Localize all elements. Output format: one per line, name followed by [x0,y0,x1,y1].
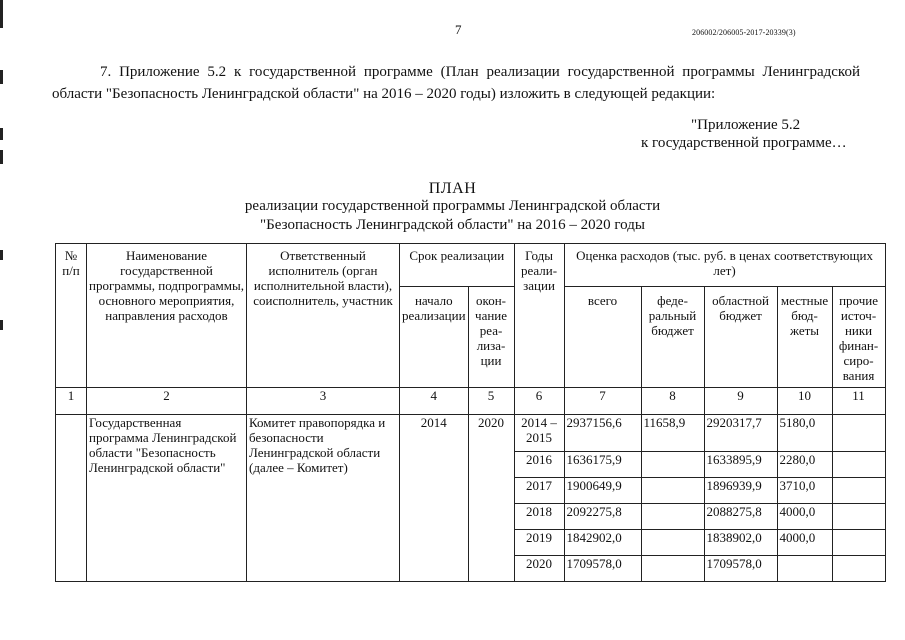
header-term: Срок реализации [400,244,515,287]
regional-cell: 1896939,9 [704,478,777,504]
scan-edge-mark [0,150,3,164]
column-number: 6 [514,388,564,415]
other-cell [832,556,885,582]
scan-edge-mark [0,70,3,84]
local-cell: 5180,0 [777,415,832,452]
federal-cell: 11658,9 [641,415,704,452]
regional-cell: 2088275,8 [704,504,777,530]
local-cell: 4000,0 [777,530,832,556]
amendment-paragraph: 7. Приложение 5.2 к государственной программе (План реализации государственной программы Ленинградской области "Безопасность Ленинградской области" на 2016 – 2020 годы) изложить в следующей редакции: [52,64,860,102]
responsible-executor: Комитет правопорядка и безопасности Ленинградской области (далее – Комитет) [247,415,400,582]
year-cell: 2017 [514,478,564,504]
regional-cell: 1709578,0 [704,556,777,582]
local-cell: 4000,0 [777,504,832,530]
implementation-plan-table [55,243,886,582]
header-program-name: Наименование государственной программы, подпрограммы, основного мероприятия, направления расходов [87,244,247,388]
total-cell: 1900649,9 [564,478,641,504]
other-cell [832,504,885,530]
header-years: Годы реали-зации [514,244,564,388]
program-name: Государственная программа Ленинградской области "Безопасность Ленинградской области" [87,415,247,582]
header-number: № п/п [56,244,87,388]
column-number: 8 [641,388,704,415]
header-other-sources: прочие источ-ники финан-сиро-вания [832,287,885,388]
total-cell: 2937156,6 [564,415,641,452]
other-cell [832,415,885,452]
other-cell [832,530,885,556]
plan-subtitle-program: "Безопасность Ленинградской области" на 2016 – 2020 годы [260,217,645,233]
year-cell: 2016 [514,452,564,478]
header-executor: Ответственный исполнитель (орган исполнительной власти), соисполнитель, участник [247,244,400,388]
column-number: 9 [704,388,777,415]
column-number: 10 [777,388,832,415]
other-cell [832,478,885,504]
header-term-end: окон-чание реа-лиза-ции [468,287,514,388]
total-cell: 1636175,9 [564,452,641,478]
federal-cell [641,504,704,530]
term-start: 2014 [400,415,469,582]
column-number: 3 [247,388,400,415]
scan-edge-mark [0,250,3,260]
column-number: 5 [468,388,514,415]
appendix-label: "Приложение 5.2 [691,117,801,133]
local-cell [777,556,832,582]
federal-cell [641,452,704,478]
header-regional-budget: областной бюджет [704,287,777,388]
column-number: 2 [87,388,247,415]
year-cell: 2014 – 2015 [514,415,564,452]
other-cell [832,452,885,478]
appendix-reference: к государственной программе… [641,135,847,151]
header-local-budgets: местные бюд-жеты [777,287,832,388]
federal-cell [641,530,704,556]
federal-cell [641,556,704,582]
column-number: 1 [56,388,87,415]
total-cell: 1842902,0 [564,530,641,556]
header-total: всего [564,287,641,388]
plan-title: ПЛАН [428,180,477,197]
total-cell: 1709578,0 [564,556,641,582]
row-number [56,415,87,582]
column-number: 7 [564,388,641,415]
plan-subtitle: реализации государственной программы Ленинградской области [244,198,661,214]
year-cell: 2019 [514,530,564,556]
header-term-start: начало реализации [400,287,469,388]
table-row [56,415,886,452]
scan-edge-mark [0,0,3,28]
federal-cell [641,478,704,504]
column-number-row [56,388,886,415]
regional-cell: 1838902,0 [704,530,777,556]
local-cell: 3710,0 [777,478,832,504]
column-number: 11 [832,388,885,415]
document-code: 206002/206005-2017-20339(3) [692,28,796,37]
term-end: 2020 [468,415,514,582]
total-cell: 2092275,8 [564,504,641,530]
regional-cell: 1633895,9 [704,452,777,478]
scan-edge-mark [0,320,3,330]
year-cell: 2020 [514,556,564,582]
regional-cell: 2920317,7 [704,415,777,452]
column-number: 4 [400,388,469,415]
local-cell: 2280,0 [777,452,832,478]
header-costs: Оценка расходов (тыс. руб. в ценах соответствующих лет) [564,244,885,287]
scan-edge-mark [0,128,3,140]
page-number: 7 [455,22,462,37]
header-federal-budget: феде-ральный бюджет [641,287,704,388]
year-cell: 2018 [514,504,564,530]
